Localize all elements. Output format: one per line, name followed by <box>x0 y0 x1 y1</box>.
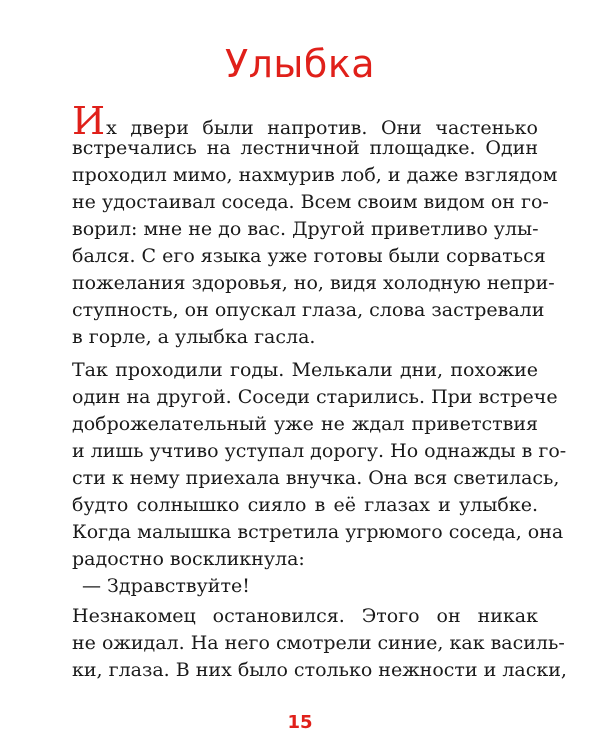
paragraph-2-line: доброжелательный уже не ждал приветствия <box>72 413 538 435</box>
paragraph-3-line: не ожидал. На него смотрели синие, как василь- <box>72 632 565 654</box>
paragraph-1-line: ворил: мне не до вас. Другой приветливо улы- <box>72 218 539 240</box>
paragraph-1-line: проходил мимо, нахмурив лоб, и даже взглядом <box>72 164 558 186</box>
paragraph-2-line: один на другой. Соседи старились. При встрече <box>72 386 558 408</box>
chapter-title: Улыбка <box>224 42 376 86</box>
paragraph-2-line: будто солнышко сияло в её глазах и улыбке. <box>72 494 538 516</box>
paragraph-1-line: ступность, он опускал глаза, слова застревали <box>72 299 545 321</box>
paragraph-2-line: Когда малышка встретила угрюмого соседа, она <box>72 521 564 543</box>
drop-cap: И <box>72 99 106 143</box>
paragraph-1-line: встречались на лестничной площадке. Один <box>72 137 538 159</box>
paragraph-1-line-1 <box>72 99 538 143</box>
page-number: 15 <box>287 712 313 733</box>
paragraph-3-line: Незнакомец остановился. Этого он никак <box>72 605 538 627</box>
paragraph-1-line: бался. С его языка уже готовы были сорваться <box>72 245 546 267</box>
paragraph-2-line: радостно воскликнула: <box>72 548 305 570</box>
paragraph-1-line: в горле, а улыбка гасла. <box>72 326 316 348</box>
paragraph-3-line: ки, глаза. В них было столько нежности и ласки, <box>72 659 567 681</box>
dialogue-line: — Здравствуйте! <box>82 575 250 597</box>
body-text <box>72 99 567 684</box>
paragraph-2-line-1-text: Так проходили годы. Мелькали дни, похожие <box>72 359 538 381</box>
paragraph-1-line: не удостаивал соседа. Всем своим видом он го- <box>72 191 549 213</box>
paragraph-2-line <box>72 357 538 384</box>
paragraph-2-line: и лишь учтиво уступал дорогу. Но однажды в го- <box>72 440 567 462</box>
paragraph-1-line-1-text: х двери были напротив. Они частенько <box>106 117 538 139</box>
paragraph-2-line: сти к нему приехала внучка. Она вся светилась, <box>72 467 560 489</box>
paragraph-1-line: пожелания здоровья, но, видя холодную непри- <box>72 272 555 294</box>
